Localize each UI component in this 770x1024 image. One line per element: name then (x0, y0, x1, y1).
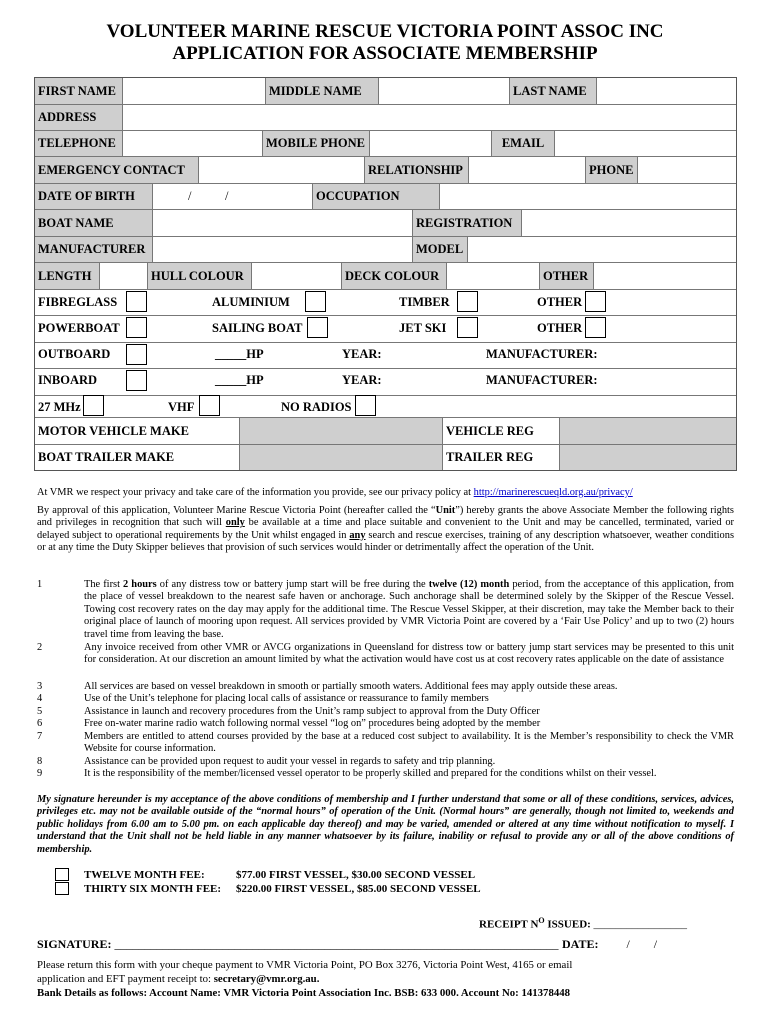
receipt-issued (479, 916, 687, 931)
thirty-six-month-label: THIRTY SIX MONTH FEE: (84, 883, 222, 895)
motor-vehicle-make-label: MOTOR VEHICLE MAKE (35, 418, 240, 445)
condition-text-part: The first (84, 579, 124, 590)
condition-number: 5 (37, 706, 43, 717)
other-colour-label: OTHER (540, 263, 594, 290)
trailer-reg-field[interactable] (560, 445, 736, 470)
privacy-link[interactable]: http://marinerescueqld.org.au/privacy/ (473, 487, 633, 498)
deck-colour-label: DECK COLOUR (342, 263, 447, 290)
jet-ski-label: JET SKI (399, 321, 447, 335)
inboard-hp: _____HP (215, 373, 264, 387)
condition-number: 3 (37, 681, 43, 692)
outboard-hp: _____HP (215, 347, 264, 361)
address-field[interactable] (123, 105, 736, 131)
fibreglass-label: FIBREGLASS (38, 295, 118, 309)
telephone-field[interactable] (123, 131, 263, 157)
condition-number: 9 (37, 768, 43, 779)
condition-number: 4 (37, 693, 43, 704)
dob-separator: / (188, 189, 192, 203)
condition-text-part: Assistance in launch and recovery procedures from the Unit’s ramp subject to approval from the Duty Officer (84, 706, 540, 717)
powerboat-checkbox[interactable] (126, 317, 147, 338)
jet-ski-checkbox[interactable] (457, 317, 478, 338)
privacy-notice (37, 487, 734, 499)
telephone-label: TELEPHONE (35, 131, 123, 157)
condition-number: 2 (37, 642, 43, 653)
bank-details: Bank Details as follows: Account Name: VMR Victoria Point Association Inc. BSB: 633 000. Account No: 141378448 (37, 987, 571, 999)
other-material-label: OTHER (537, 295, 583, 309)
privacy-text: At VMR we respect your privacy and take care of the information you provide, see our privacy policy at (37, 487, 474, 498)
condition-emphasis: 2 hours (123, 579, 157, 590)
date-label: DATE: (562, 937, 599, 951)
condition-emphasis: twelve (12) month (428, 579, 510, 590)
thirty-six-month-value: $220.00 FIRST VESSEL, $85.00 SECOND VESSEL (236, 883, 481, 895)
boat-trailer-make-field[interactable] (240, 445, 443, 470)
other-colour-field[interactable] (594, 263, 736, 290)
emergency-contact-label: EMERGENCY CONTACT (35, 157, 199, 184)
last-name-label: LAST NAME (510, 78, 597, 105)
intro-only: only (225, 517, 245, 529)
intro-text-1: By approval of this application, Volunteer Marine Rescue Victoria Point (hereafter called the “ (37, 505, 436, 516)
aluminium-label: ALUMINIUM (212, 295, 290, 309)
hull-colour-field[interactable] (252, 263, 342, 290)
occupation-field[interactable] (440, 184, 736, 210)
model-field[interactable] (468, 237, 736, 263)
condition-number: 7 (37, 731, 43, 742)
condition-text (84, 768, 734, 780)
length-label: LENGTH (35, 263, 100, 290)
condition-text (84, 642, 734, 667)
outboard-label: OUTBOARD (38, 347, 111, 361)
condition-text-part: Use of the Unit’s telephone for placing local calls of assistance or reassurance to family members (84, 693, 489, 704)
hull-colour-label: HULL COLOUR (148, 263, 252, 290)
dob-label: DATE OF BIRTH (35, 184, 153, 210)
fibreglass-checkbox[interactable] (126, 291, 147, 312)
condition-text (84, 718, 734, 730)
mobile-phone-label: MOBILE PHONE (263, 131, 370, 157)
secretary-email[interactable]: secretary@vmr.org.au. (213, 973, 320, 985)
condition-text-part: Any invoice received from other VMR or AVCG organizations in Queensland for distress tow or battery jump start services may be presented to this unit for consideration. At our discretion an amount limited by what the activation would have cost us at cost recovery rates applicable on the date of assistance (84, 642, 734, 666)
no-radios-checkbox[interactable] (355, 395, 376, 416)
address-label: ADDRESS (35, 105, 123, 131)
last-name-field[interactable] (597, 78, 736, 105)
deck-colour-field[interactable] (447, 263, 540, 290)
inboard-manufacturer-label: MANUFACTURER: (486, 373, 598, 387)
vhf-checkbox[interactable] (199, 395, 220, 416)
mobile-phone-field[interactable] (370, 131, 492, 157)
manufacturer-label: MANUFACTURER (35, 237, 153, 263)
twelve-month-value: $77.00 FIRST VESSEL, $30.00 SECOND VESSEL (236, 869, 476, 881)
first-name-label: FIRST NAME (35, 78, 123, 105)
receipt-label: RECEIPT N (479, 918, 539, 931)
condition-number: 1 (37, 579, 43, 590)
other-type-checkbox[interactable] (585, 317, 606, 338)
relationship-label: RELATIONSHIP (365, 157, 469, 184)
powerboat-label: POWERBOAT (38, 321, 120, 335)
length-field[interactable] (100, 263, 148, 290)
condition-text-part: period, from the acceptance of this application, from the place of vessel breakdown to the nearest safe haven or anchorage. Such anchorage shall be determined solely by the Skipper of the Rescue Vessel. Towing cost recovery rates on the day may apply for the additional time. The Rescue Vessel Skipper, at their discretion, may take the Member back to their original place of launch of mooring upon request. All services provided by VMR Victoria Point are covered by a ‘Fair Use Policy’ and up to two (2) hours travel time from leaving the base. (84, 579, 734, 640)
boat-name-field[interactable] (153, 210, 413, 237)
inboard-label: INBOARD (38, 373, 98, 387)
relationship-field[interactable] (469, 157, 586, 184)
form-subtitle: APPLICATION FOR ASSOCIATE MEMBERSHIP (172, 43, 598, 64)
condition-text-part: Assistance can be provided upon request to audit your vessel in regards to safety and trip planning. (84, 756, 496, 767)
radio-27mhz-label: 27 MHz (38, 400, 81, 414)
vehicle-reg-field[interactable] (560, 418, 736, 445)
condition-text (84, 579, 734, 641)
intro-text-2: ”) hereby grants the above Associate Member the following rights and privileges in recognition that such will (37, 505, 734, 529)
condition-text (84, 693, 734, 705)
outboard-manufacturer-label: MANUFACTURER: (486, 347, 598, 361)
email-field[interactable] (555, 131, 736, 157)
date-row (562, 937, 657, 952)
signature-label: SIGNATURE: (37, 937, 112, 951)
trailer-reg-label: TRAILER REG (443, 445, 560, 470)
outboard-year-label: YEAR: (342, 347, 382, 361)
other-material-checkbox[interactable] (585, 291, 606, 312)
twelve-month-checkbox[interactable] (55, 868, 69, 881)
aluminium-checkbox[interactable] (305, 291, 326, 312)
inboard-year-label: YEAR: (342, 373, 382, 387)
condition-text (84, 706, 734, 718)
registration-label: REGISTRATION (413, 210, 522, 237)
timber-checkbox[interactable] (457, 291, 478, 312)
condition-text-part: It is the responsibility of the member/licensed vessel operator to be properly skilled and prepared for the conditions whilst on their vessel. (84, 768, 657, 779)
email-label: EMAIL (492, 131, 555, 157)
condition-text (84, 756, 734, 768)
first-name-field[interactable] (123, 78, 266, 105)
twelve-month-label: TWELVE MONTH FEE: (84, 869, 205, 881)
intro-text-3: be available at a time and place suitable and convenient to the Unit and may be cancelled, terminated, varied or delayed subject to operational requirements by the Unit whilst engaged in (37, 517, 734, 541)
model-label: MODEL (413, 237, 468, 263)
phone-field[interactable] (638, 157, 736, 184)
receipt-issued-label: ISSUED: (544, 918, 594, 931)
middle-name-field[interactable] (379, 78, 510, 105)
condition-text (84, 731, 734, 756)
other-type-label: OTHER (537, 321, 583, 335)
boat-name-label: BOAT NAME (35, 210, 153, 237)
membership-form (34, 77, 737, 471)
sailing-boat-checkbox[interactable] (307, 317, 328, 338)
emergency-contact-field[interactable] (199, 157, 365, 184)
manufacturer-field[interactable] (153, 237, 413, 263)
vehicle-reg-label: VEHICLE REG (443, 418, 560, 445)
signature-line[interactable]: __________________________________________________________________________ (111, 937, 559, 951)
intro-text-4: search and rescue exercises, training of any description whatsoever, weather conditions or at any time the Duty Skipper believes that provision of such services would hinder or detrimentally affect the operation of the Unit. (37, 529, 734, 554)
phone-label: PHONE (586, 157, 638, 184)
intro-any: any (349, 529, 366, 541)
return-instructions: Please return this form with your cheque payment to VMR Victoria Point, PO Box 3276, Victoria Point West, 4165 or email (37, 959, 573, 971)
radio-row (35, 396, 736, 418)
boat-trailer-make-label: BOAT TRAILER MAKE (35, 445, 240, 470)
radio-27mhz-checkbox[interactable] (83, 395, 104, 416)
thirty-six-month-checkbox[interactable] (55, 882, 69, 895)
sailing-boat-label: SAILING BOAT (212, 321, 303, 335)
middle-name-label: MIDDLE NAME (266, 78, 379, 105)
intro-unit: Unit (435, 505, 456, 516)
dob-separator: / (225, 189, 229, 203)
condition-text-part: Members are entitled to attend courses provided by the base at a reduced cost subject to availability. It is the Member’s responsibility to check the VMR Website for course information. (84, 731, 734, 755)
acceptance-statement: My signature hereunder is my acceptance of the above conditions of membership and I further understand that some or all of these conditions, services, advices, privileges etc. may not be available outside of the “normal hours” of operation of the Unit. (Normal hours” are generally, though not limited to, weekends and public holidays from 6.00 am to 5.00 pm. on each applicable day thereof) and may be varied, amended or altered at any time without notification to myself. I understand that the Unit shall not be held liable in any manner whatsoever by its failure, inability or refusal to provide any or all of the above conditions of membership. (37, 794, 734, 855)
timber-label: TIMBER (399, 295, 450, 309)
intro-paragraph (37, 505, 734, 555)
no-radios-label: NO RADIOS (281, 400, 352, 414)
condition-text-part: of any distress tow or battery jump start will be free during the (156, 579, 429, 590)
condition-text-part: All services are based on vessel breakdown in smooth or partially smooth waters. Additional fees may apply outside these areas. (84, 681, 618, 692)
payment-receipt-line (37, 972, 319, 986)
inboard-checkbox[interactable] (126, 370, 147, 391)
occupation-label: OCCUPATION (313, 184, 440, 210)
payment-receipt-text: application and EFT payment receipt to: (37, 973, 214, 985)
condition-number: 8 (37, 756, 43, 767)
form-title: VOLUNTEER MARINE RESCUE VICTORIA POINT ASSOC INC (106, 21, 664, 42)
receipt-number-sup: O (538, 916, 545, 925)
signature-row (37, 937, 558, 952)
receipt-line[interactable]: _________________ (593, 918, 688, 931)
condition-text-part: Free on-water marine radio watch following normal vessel “log on” procedures being adopted by the member (84, 718, 541, 729)
vhf-label: VHF (168, 400, 195, 414)
date-field[interactable]: / / (626, 937, 658, 951)
condition-text (84, 681, 734, 693)
condition-number: 6 (37, 718, 43, 729)
motor-vehicle-make-field[interactable] (240, 418, 443, 445)
registration-field[interactable] (522, 210, 736, 237)
dob-field[interactable] (153, 184, 313, 210)
outboard-checkbox[interactable] (126, 344, 147, 365)
